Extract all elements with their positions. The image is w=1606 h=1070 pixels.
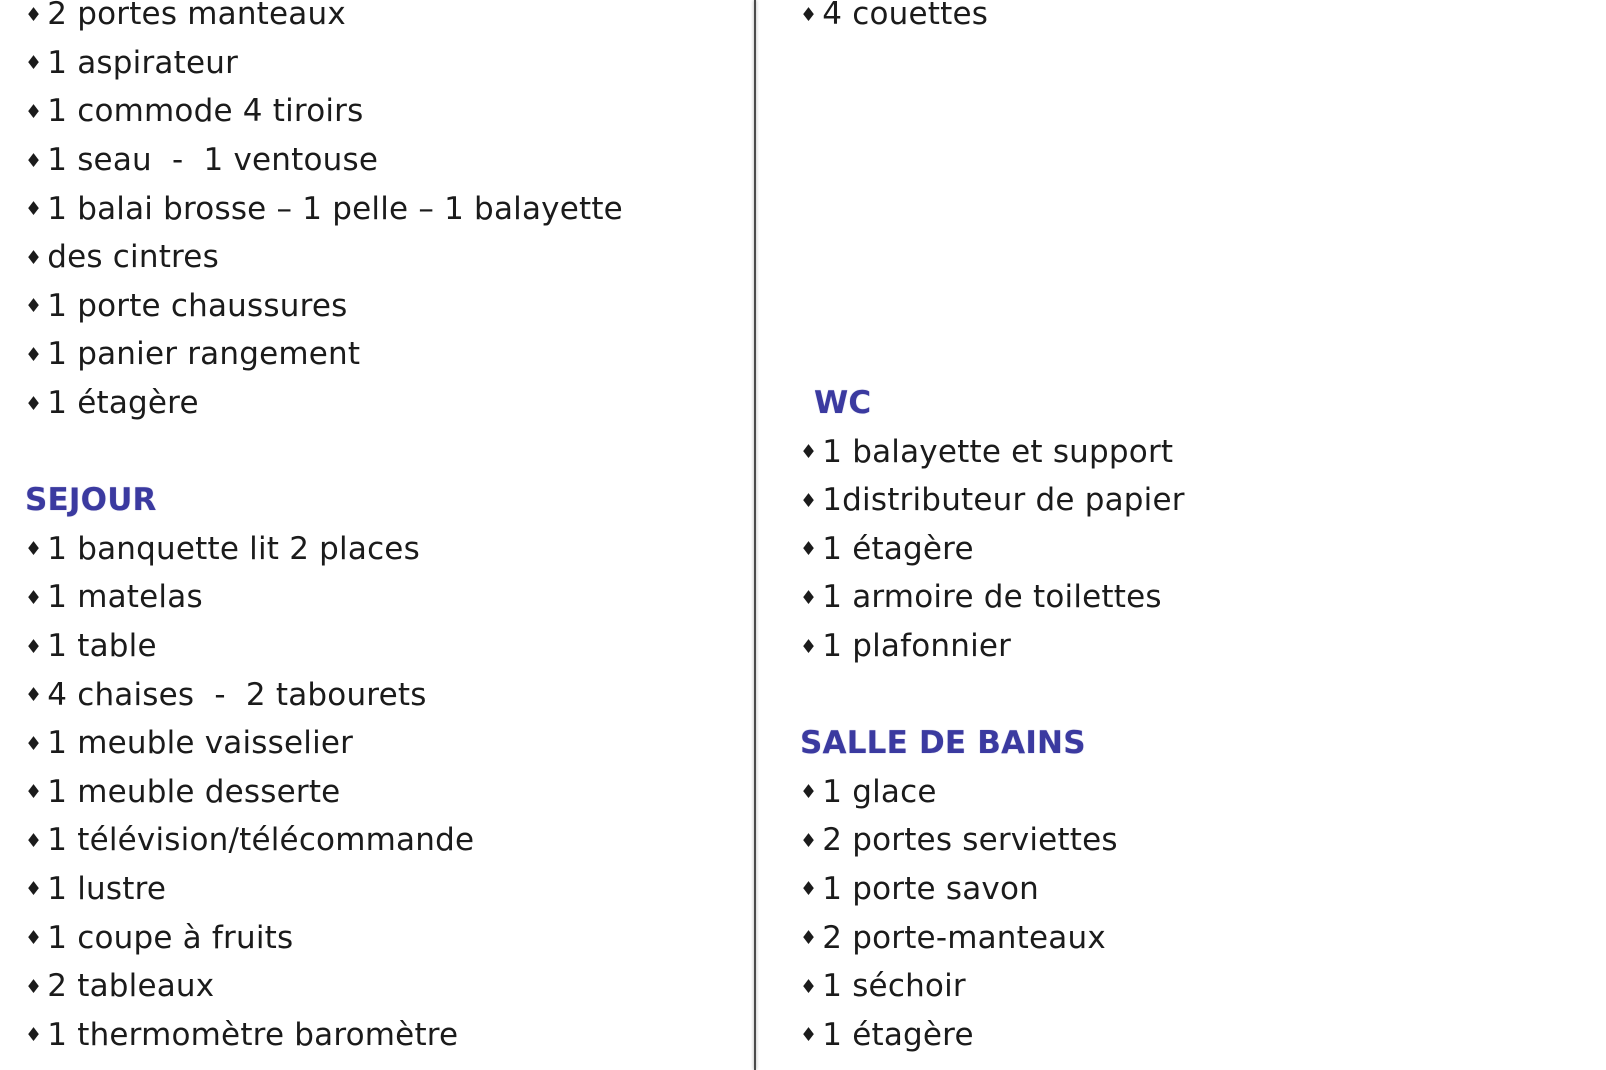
blank-line xyxy=(800,282,1580,331)
list-item xyxy=(25,1010,725,1059)
item-label: 4 couettes xyxy=(822,0,989,33)
list-item xyxy=(25,573,725,622)
list-item xyxy=(25,962,725,1011)
diamond-bullet-icon: ♦ xyxy=(25,829,43,852)
diamond-bullet-icon: ♦ xyxy=(25,343,43,366)
item-label: 1 commode 4 tiroirs xyxy=(47,93,364,130)
list-item xyxy=(800,573,1580,622)
section-heading xyxy=(800,379,1580,428)
item-label: 1 meuble vaisselier xyxy=(47,725,354,762)
item-label: 1 étagère xyxy=(47,385,199,422)
list-item xyxy=(800,622,1580,671)
blank-line xyxy=(800,233,1580,282)
diamond-bullet-icon: ♦ xyxy=(25,246,43,269)
item-label: 1 matelas xyxy=(47,579,203,616)
diamond-bullet-icon: ♦ xyxy=(800,538,818,561)
diamond-bullet-icon: ♦ xyxy=(800,489,818,512)
diamond-bullet-icon: ♦ xyxy=(25,781,43,804)
list-item xyxy=(25,865,725,914)
item-label: 1 table xyxy=(47,628,157,665)
section-heading-label: WC xyxy=(814,385,872,422)
list-item xyxy=(25,379,725,428)
blank-line xyxy=(800,87,1580,136)
list-item xyxy=(25,233,725,282)
diamond-bullet-icon: ♦ xyxy=(800,3,818,26)
diamond-bullet-icon: ♦ xyxy=(800,586,818,609)
diamond-bullet-icon: ♦ xyxy=(25,295,43,318)
blank-line xyxy=(800,184,1580,233)
list-item xyxy=(25,87,725,136)
diamond-bullet-icon: ♦ xyxy=(25,100,43,123)
list-item xyxy=(800,768,1580,817)
section-heading xyxy=(25,476,725,525)
section-heading xyxy=(800,719,1580,768)
diamond-bullet-icon: ♦ xyxy=(25,52,43,75)
diamond-bullet-icon: ♦ xyxy=(25,635,43,658)
blank-line xyxy=(25,427,725,476)
inventory-column-left xyxy=(25,0,725,1059)
item-label: 1 banquette lit 2 places xyxy=(47,530,420,567)
blank-line xyxy=(800,670,1580,719)
item-label: 1distributeur de papier xyxy=(822,482,1185,519)
item-label: 1 balai brosse – 1 pelle – 1 balayette xyxy=(47,190,623,227)
diamond-bullet-icon: ♦ xyxy=(25,392,43,415)
list-item xyxy=(800,1010,1580,1059)
diamond-bullet-icon: ♦ xyxy=(800,878,818,901)
list-item xyxy=(25,525,725,574)
list-item xyxy=(800,476,1580,525)
item-label: 1 meuble desserte xyxy=(47,773,341,810)
item-label: 1 porte chaussures xyxy=(47,287,348,324)
list-item xyxy=(25,719,725,768)
list-item xyxy=(25,768,725,817)
list-item xyxy=(25,282,725,331)
diamond-bullet-icon: ♦ xyxy=(25,732,43,755)
list-item xyxy=(800,525,1580,574)
diamond-bullet-icon: ♦ xyxy=(800,975,818,998)
diamond-bullet-icon: ♦ xyxy=(800,927,818,950)
diamond-bullet-icon: ♦ xyxy=(25,586,43,609)
item-label: 1 télévision/télécommande xyxy=(47,822,475,859)
list-item xyxy=(800,962,1580,1011)
list-item xyxy=(800,865,1580,914)
diamond-bullet-icon: ♦ xyxy=(800,635,818,658)
diamond-bullet-icon: ♦ xyxy=(25,538,43,561)
item-label: 1 seau - 1 ventouse xyxy=(47,142,379,179)
diamond-bullet-icon: ♦ xyxy=(25,3,43,26)
blank-line xyxy=(800,136,1580,185)
item-label: des cintres xyxy=(47,239,219,276)
column-divider xyxy=(754,0,756,1070)
list-item xyxy=(25,670,725,719)
list-item xyxy=(25,136,725,185)
blank-line xyxy=(800,39,1580,88)
item-label: 1 porte savon xyxy=(822,870,1039,907)
item-label: 1 aspirateur xyxy=(47,44,239,81)
list-item xyxy=(25,184,725,233)
diamond-bullet-icon: ♦ xyxy=(800,441,818,464)
diamond-bullet-icon: ♦ xyxy=(800,829,818,852)
list-item xyxy=(25,330,725,379)
diamond-bullet-icon: ♦ xyxy=(25,149,43,172)
item-label: 1 balayette et support xyxy=(822,433,1174,470)
list-item xyxy=(25,913,725,962)
diamond-bullet-icon: ♦ xyxy=(25,684,43,707)
section-heading-label: SEJOUR xyxy=(25,482,157,519)
diamond-bullet-icon: ♦ xyxy=(25,198,43,221)
diamond-bullet-icon: ♦ xyxy=(800,1024,818,1047)
item-label: 1 armoire de toilettes xyxy=(822,579,1162,616)
item-label: 4 chaises - 2 tabourets xyxy=(47,676,427,713)
list-item xyxy=(25,0,725,39)
item-label: 1 plafonnier xyxy=(822,628,1012,665)
diamond-bullet-icon: ♦ xyxy=(25,927,43,950)
list-item xyxy=(25,622,725,671)
item-label: 1 séchoir xyxy=(822,968,966,1005)
diamond-bullet-icon: ♦ xyxy=(800,781,818,804)
item-label: 1 étagère xyxy=(822,530,974,567)
item-label: 1 thermomètre baromètre xyxy=(47,1016,459,1053)
item-label: 1 panier rangement xyxy=(47,336,361,373)
diamond-bullet-icon: ♦ xyxy=(25,878,43,901)
item-label: 1 glace xyxy=(822,773,937,810)
item-label: 2 porte-manteaux xyxy=(822,919,1106,956)
diamond-bullet-icon: ♦ xyxy=(25,1024,43,1047)
item-label: 2 portes manteaux xyxy=(47,0,346,33)
list-item xyxy=(800,0,1580,39)
section-heading-label: SALLE DE BAINS xyxy=(800,725,1086,762)
inventory-column-right xyxy=(800,0,1580,1059)
item-label: 1 coupe à fruits xyxy=(47,919,294,956)
list-item xyxy=(25,39,725,88)
list-item xyxy=(800,427,1580,476)
blank-line xyxy=(800,330,1580,379)
diamond-bullet-icon: ♦ xyxy=(25,975,43,998)
item-label: 1 étagère xyxy=(822,1016,974,1053)
item-label: 1 lustre xyxy=(47,870,167,907)
list-item xyxy=(800,913,1580,962)
item-label: 2 tableaux xyxy=(47,968,215,1005)
list-item xyxy=(800,816,1580,865)
item-label: 2 portes serviettes xyxy=(822,822,1118,859)
list-item xyxy=(25,816,725,865)
